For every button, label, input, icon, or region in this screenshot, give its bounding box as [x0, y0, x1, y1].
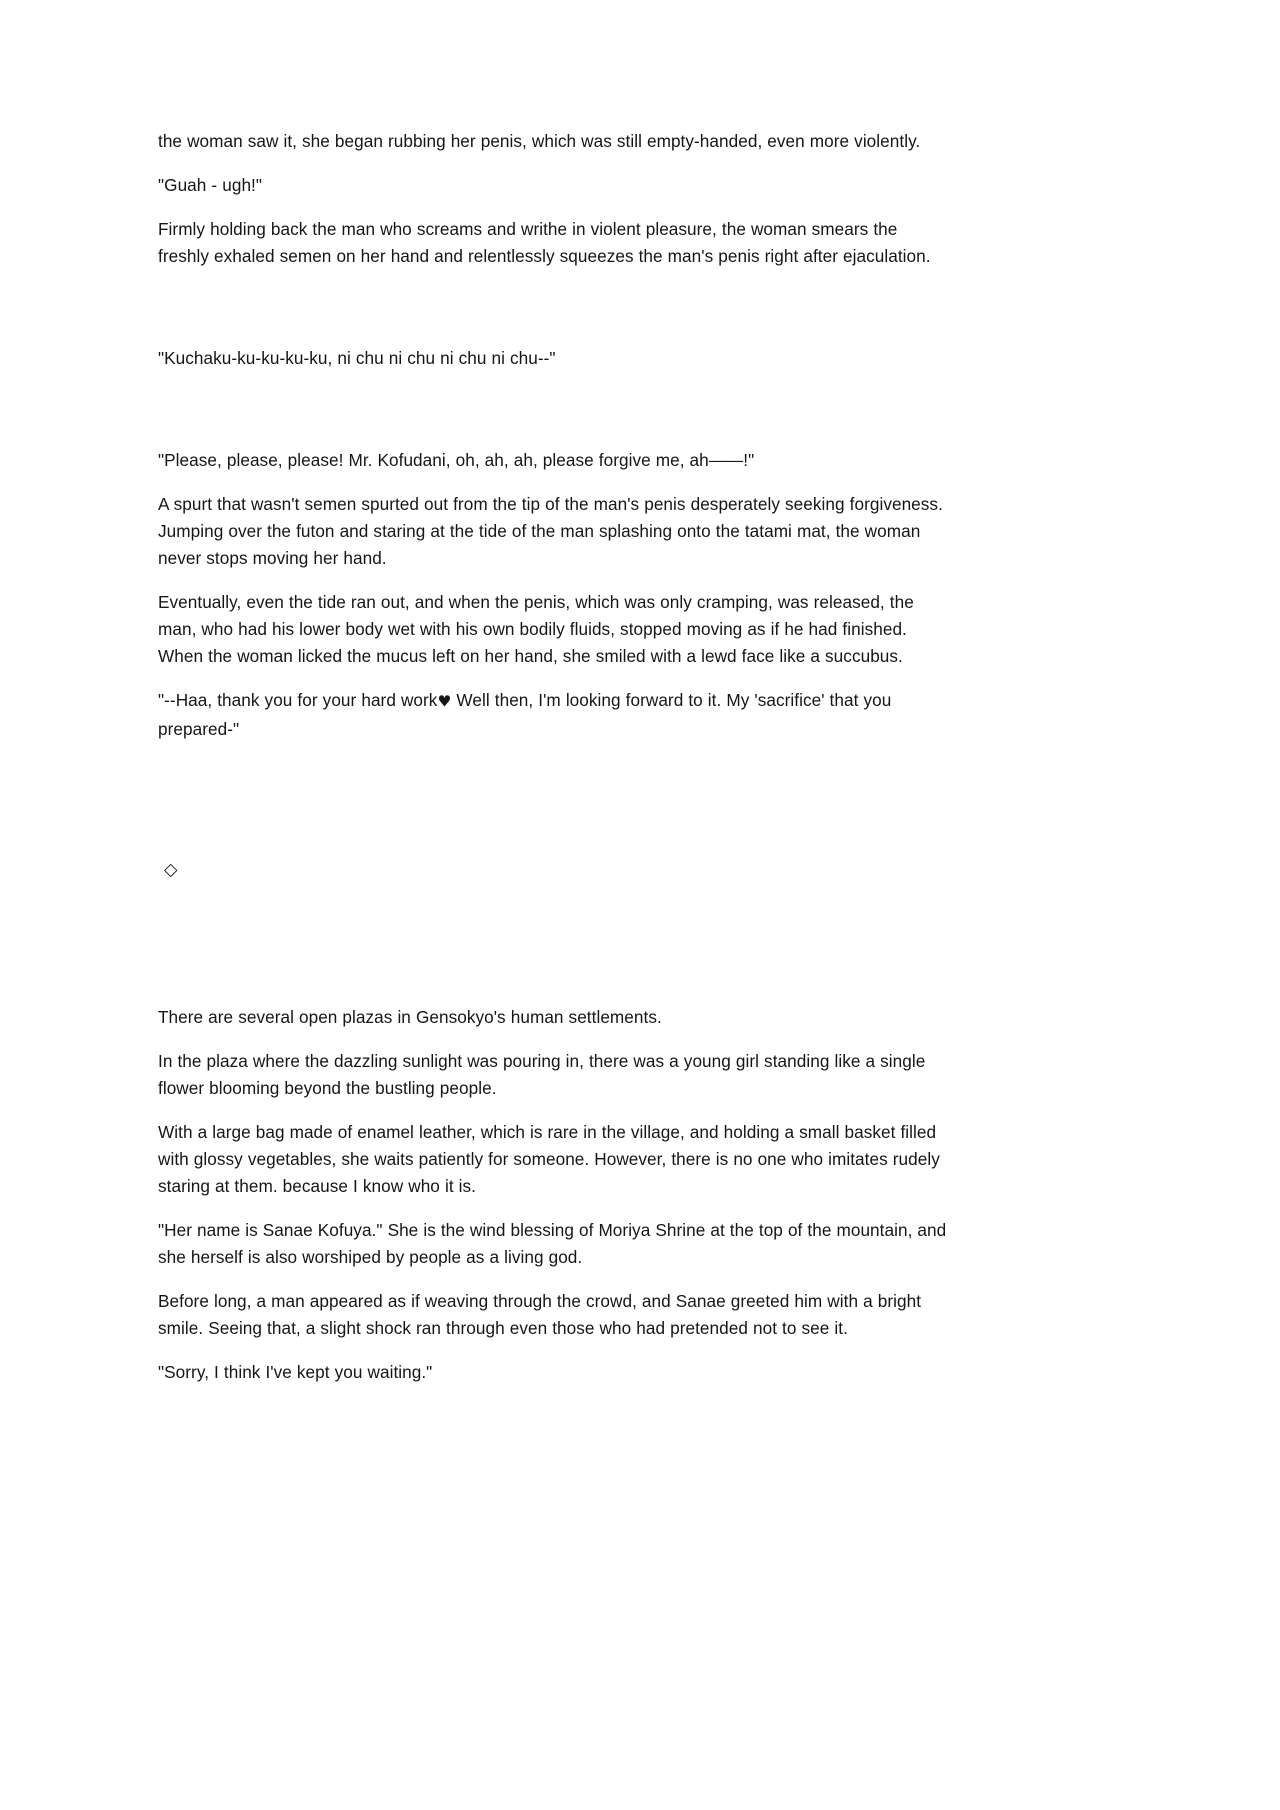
paragraph-13: Before long, a man appeared as if weaving through the crowd, and Sanae greeted him with a bright smile. Seeing that, a slight shock ran through even those who had pretended not to see it.: [158, 1290, 922, 1338]
paragraph-9: There are several open plazas in Gensokyo's human settlements.: [158, 1006, 662, 1027]
paragraph-8-dialogue: [158, 687, 948, 743]
blank-spacer-1: [158, 287, 948, 345]
paragraph-3: Firmly holding back the man who screams and writhe in violent pleasure, the woman smears the freshly exhaled semen on her hand and relentlessly squeezes the man's penis right after ejaculation.: [158, 219, 931, 266]
blank-spacer-5: [158, 980, 948, 1004]
paragraph-12: "Her name is Sanae Kofuya." She is the wind blessing of Moriya Shrine at the top of the mountain, and she herself is also worshiped by people as a living god.: [158, 1219, 947, 1267]
paragraph-5-dialogue: "Please, please, please! Mr. Kofudani, oh, ah, ah, please forgive me, ah——!": [158, 450, 755, 470]
paragraph-6: A spurt that wasn't semen spurted out from the tip of the man's penis desperately seeking forgiveness. Jumping over the futon and staring at the tide of the man splashing onto the tatami mat, the woman never stops moving her hand.: [158, 494, 943, 568]
blank-spacer-2: [158, 389, 948, 447]
paragraph-10: In the plaza where the dazzling sunlight was pouring in, there was a young girl standing like a single flower blooming beyond the bustling people.: [158, 1050, 926, 1098]
paragraph-4-dialogue: "Kuchaku-ku-ku-ku-ku, ni chu ni chu ni chu ni chu--": [158, 348, 556, 368]
paragraph-7: Eventually, even the tide ran out, and when the penis, which was only cramping, was released, the man, who had his lower body wet with his own bodily fluids, stopped moving as if he had finished. When the woman licked the mucus left on her hand, she smiled with a lewd face like a succubus.: [158, 592, 914, 666]
blank-spacer-4: [158, 884, 948, 980]
diamond-icon: ◇: [164, 859, 178, 880]
paragraph-1: the woman saw it, she began rubbing her penis, which was still empty-handed, even more violently.: [158, 131, 921, 151]
paragraph-8-text-after-heart: Well then, I'm looking forward to it. My 'sacrifice' that you prepared-": [158, 690, 892, 739]
heart-icon: ♥: [437, 692, 452, 711]
paragraph-2-dialogue: "Guah - ugh!": [158, 175, 263, 195]
document-text-column: [158, 128, 948, 1403]
blank-spacer-3: [158, 760, 948, 856]
paragraph-11: With a large bag made of enamel leather, which is rare in the village, and holding a small basket filled with glossy vegetables, she waits patiently for someone. However, there is no one who imitates rudely staring at them. because I know who it is.: [158, 1121, 940, 1196]
paragraph-14-dialogue: "Sorry, I think I've kept you waiting.": [158, 1361, 433, 1382]
paragraph-8-text-before-heart: "--Haa, thank you for your hard work: [158, 690, 438, 710]
scene-divider: [158, 856, 948, 884]
